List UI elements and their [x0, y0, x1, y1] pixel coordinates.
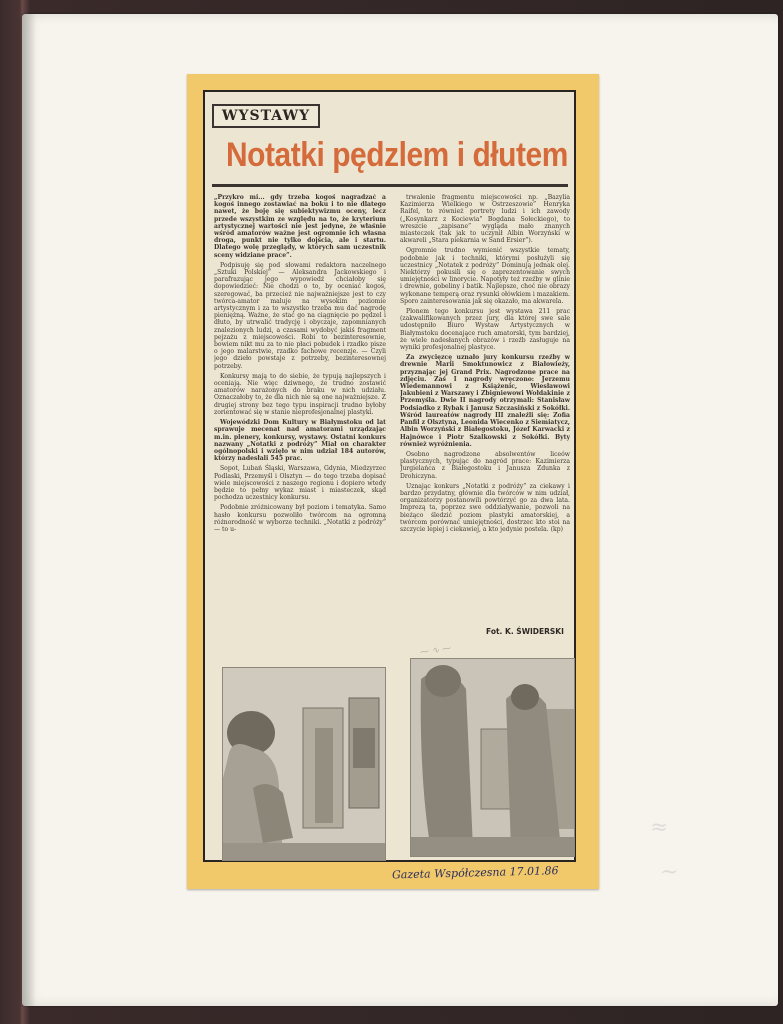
- article-column-1: [214, 194, 386, 642]
- pencil-annotation-mark: ⁓ ∿ ⁓: [419, 643, 452, 659]
- exhibition-photo-left: [222, 667, 386, 861]
- article-paragraph: Za zwycięzcę uznało jury konkursu rzeźby w drewnie Marii Smoktunowicz z Białowieży, przyznając jej Grand Prix. Nagrodzone prace na zdjęciu. Zaś I nagrody wręczono: Jerzemu Wiedemannowi z Książenic, Wiesławowi Jakubieni z Warszawy i Zbigniewowi Wołdakinie z Przemyśla. Dwie II nagrody otrzymali: Stanisław Podsiadko z Rybak i Janusz Szczasiński z Sokółki. Wśród laureatów nagrody III znaleźli się: Zofia Panfil z Olsztyna, Leonida Wiecenko z Siemiatycz, Albin Worzyński z Białegostoku, Józef Karwacki z Hajnówce i Piotr Szalkowski z Sokółki. Byty również wyróżnienia.: [400, 354, 570, 448]
- article-paragraph: Podobnie zróżnicowany był poziom i tematyka. Samo hasło konkursu pozwoliło twórcom na ogromną różnorodność w wyborze techniki. „Notatki z podróży” — to u-: [214, 504, 386, 533]
- article-paragraph: Uznając konkurs „Notatki z podróży” za ciekawy i bardzo przydatny, głównie dla twórców w nim udział, organizatorzy postanowili powtórzyć go za dwa lata. Imprezą ta, poprzez swe oddziaływanie, pozwoli na bieżąco śledzić poziom plastyki amatorskiej, a twórcom porównać umiejętności, dostrzec kto stoi na szczycie lepiej i ciekawiej, a kto jedynie postela. (kp): [400, 482, 570, 533]
- article-paragraph: Wojewódzki Dom Kultury w Białymstoku od lat sprawuje mecenat nad amatorami urządzając m.in. plenery, konkursy, wystawy. Ostatni konkurs nazwany „Notatki z podróży” Miał on charakter ogólnopolski i wzięło w nim udział 184 autorów, którzy nadesłali 545 prac.: [214, 419, 386, 463]
- section-label: WYSTAWY: [212, 104, 320, 128]
- handwritten-source-note: Gazeta Współczesna 17.01.86: [391, 864, 559, 882]
- photo-right-scene: [411, 659, 574, 856]
- article-paragraph: Plonem tego konkursu jest wystawa 211 prac (zakwalifikowanych przez jury, dla której swe sale udostępniło Biuro Wystaw Artystycznych w Białymstoku docenające ruch amatorski, tym bardziej, że wiele nadesłanych obrazów i rzeźb zasługuje na wyniki profesjonalnej plastyce.: [400, 308, 570, 352]
- lead-paragraph: „Przykro mi... gdy trzeba kogoś nagradzać a kogoś innego zostawiać na boku i to nie dlatego nawet, że boję się subiektywizmu oceny, lecz przede wszystkim ze względu na to, że kryterium artystycznej wartości nie jest jedyne, że właśnie wśród amatorów ważne jest ogromnie ich własna droga, punkt nie tylko dojścia, ale i startu. Dlatego wolę przeglądy, w których sam uczestnik sceny widziane prace”.: [214, 194, 386, 259]
- exhibition-photo-right: [410, 658, 575, 857]
- article-paragraph: Konkursy mają to do siebie, że typują najlepszych i oceniają. Nie więc dziwnego, że trudno zostawić amatorów narażonych do braku w nich udziału. Oznaczałoby to, że dla nich nie są one najważniejsze. Z drugiej strony bez tego typu inspiracji trudno byłoby zorientować się w stanie nieprofesjonalnej plastyki.: [214, 372, 386, 416]
- article-column-2: [400, 194, 570, 634]
- article-paragraph: Osobno nagrodzone absolwentów liceów plastycznych, typując do nagród prace: Kazimierza Jurgielańca z Białegostoku i Janusza Zdunka z Drohiczyna.: [400, 450, 570, 480]
- article-paragraph: Sopot, Lubań Śląski, Warszawa, Gdynia, Miedzyrzec Podlaski, Przemyśl i Olsztyn — do tego trzeba dopisać wiele miejscowości z naszego regionu i dopiero wtedy będzie to pełny wykaz miast i miasteczek, skąd pochodza uczestnicy konkursu.: [214, 465, 386, 502]
- article-paragraph: trwalenie fragmentu miejscowości np. „Bazylia Kazimierza Wielkiego w Ostrzeszowie” Henryka Raifel, to również portrety ludzi i ich zawody („Kosynkarz z Kociewia” Bogdana Sołeckiego), to wreszcie „zapisane” wygląda mało znanych miasteczek (tak jak to uczynił Albin Worzyński w akwareli „Stara piekarnia w Sand Ersier”).: [400, 194, 570, 245]
- headline-rule: [212, 184, 568, 187]
- article-paragraph: Ogromnie trudno wymienić wszystkie tematy, podobnie jak i techniki, którymi posłużyli się uczestnicy „Notatek z podróży” Dominują jednak olej. Niektórzy pokusili się o zaprezentowanie swych umiejętności w linorycie. Napotyły też rzeźby w glinie i drewnie, gobeliny i batik. Najlepsze, choć nie obrazy wykonane temperą oraz rysunki ołówkiem i mazakiem. Sporo zainteresowania jak się okazało, ma akwarela.: [400, 247, 570, 305]
- article-paragraph: Podpisuję się pod słowami redaktora naczelnego „Sztuki Polskiej” — Aleksandra Jackowskiego i parafrazując jego wypowiedź chciałoby się dopowiedzieć: Nie chodzi o to, by oceniać kogoś, szeregować, ba przecież nie najważniejsze jest to czy twórca-amator maluje na wysokim poziomie artystycznym i za to wszystko trzeba mu dać nagrodę pieniężną. Ważne, że stać go na ciągnięcie po pędzel i dłuto, by utrwalić tradycję i obyczaje, zapomnianych znalezionych ludzi, a czasami wydobyć jakiś fragment pejzażu z miejscowości. Robi to bezinteresownie, bowiem nikt mu za to nie płaci pobudek i rzadko pisze o jego malarstwie, rzadko fachowe recenzje. — Czyli jego dzieło powstaje z potrzeby, bezinteresownej potrzeby.: [214, 261, 386, 370]
- bleed-through-marks: ≈: [650, 815, 669, 840]
- photo-left-scene: [223, 668, 385, 860]
- bleed-through-marks: ~: [660, 860, 679, 885]
- headline: Notatki pędzlem i dłutem: [226, 136, 568, 174]
- photo-credit: Fot. K. ŚWIDERSKI: [486, 627, 564, 636]
- page-gutter-shadow: [22, 14, 36, 1006]
